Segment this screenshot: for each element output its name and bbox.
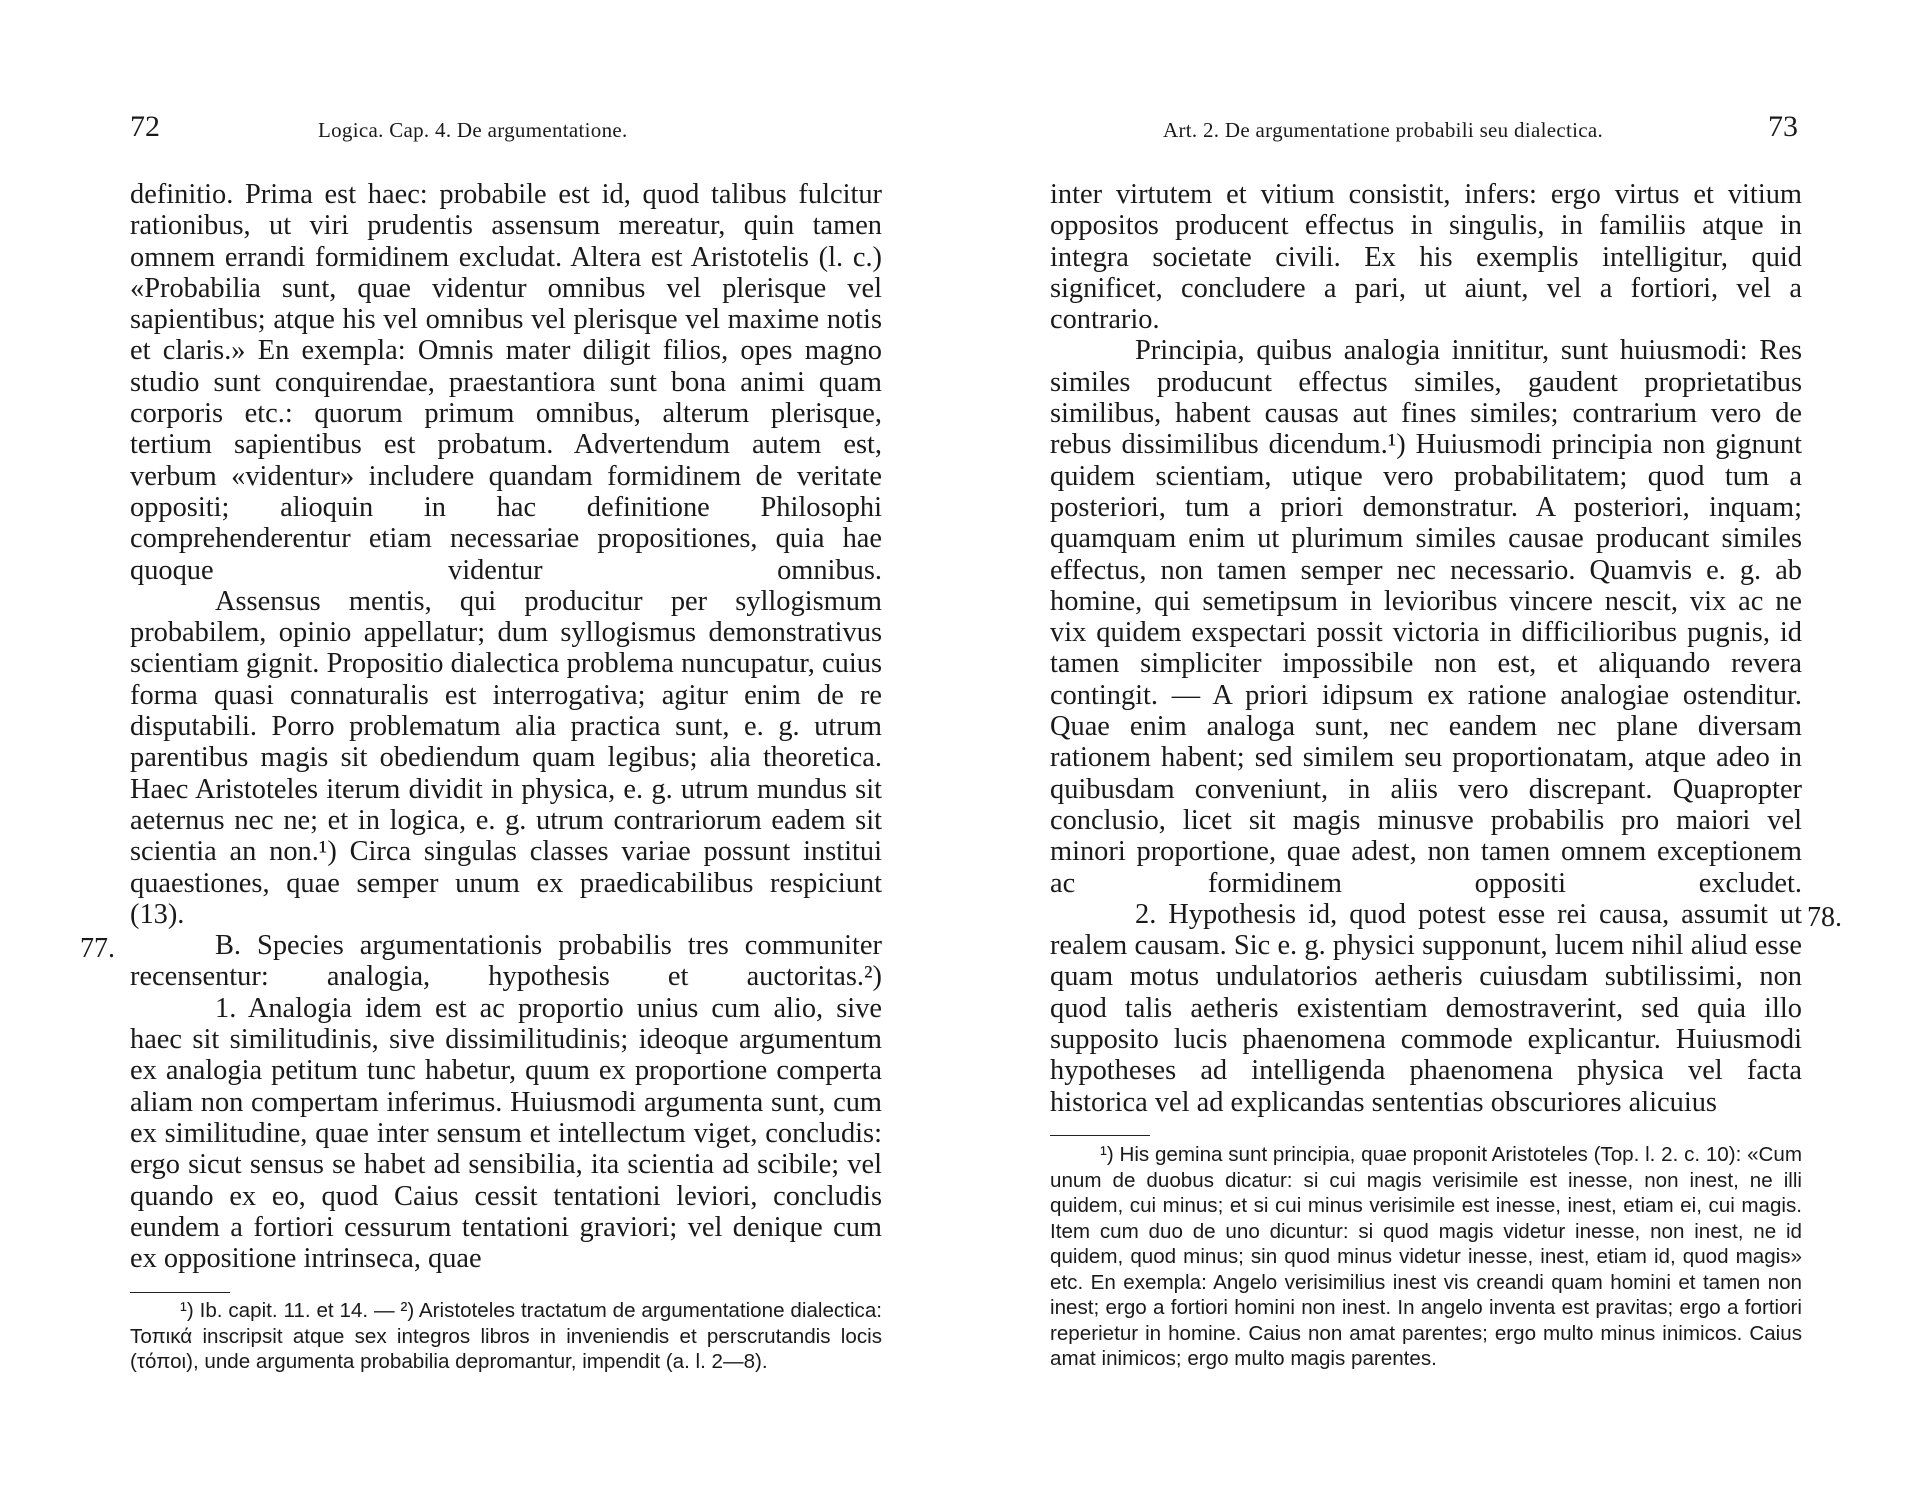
right-margin-number: 78. bbox=[1807, 902, 1842, 933]
right-footnote bbox=[1050, 1142, 1802, 1372]
left-body-text bbox=[130, 179, 882, 1274]
left-footnote-rule bbox=[130, 1292, 230, 1293]
right-footnote-rule bbox=[1050, 1135, 1150, 1136]
right-footnote-text: ¹) His gemina sunt principia, quae proponit Aristoteles (Top. l. 2. c. 10): «Cum unum de duobus dicatur: si cui magis verisimile est inesse, non inest, ne illi quidem, cui minus; et si cui minus verisimile est inesse, inest, etiam ei, cui magis. Item cum duo de uno dicuntur: si quod magis videtur inesse, non inest, ne id quidem, quod minus; sin quod minus videtur inesse, inest, etiam id, quod magis» etc. En exempla: Angelo verisimilius inest vis creandi quam homini et tamen non inest; ergo a fortiori homini non inest. In angelo inventa est pravitas; ergo a fortiori reperietur in homine. Caius non amat parentes; ergo multo minus inimicos. Caius amat inimicos; ergo multo magis parentes. bbox=[1050, 1143, 1802, 1370]
right-body-text bbox=[1050, 179, 1802, 1118]
left-paragraph-4: 1. Analogia idem est ac proportio unius cum alio, sive haec sit similitudinis, sive dissimilitudinis; ideoque argumentum ex analogia petitum tunc habetur, quum ex proportione comperta aliam non compertam inferimus. Huiusmodi argumenta sunt, cum ex similitudine, quae inter sensum et intellectum viget, concludis: ergo sicut sensus se habet ad sensibilia, ita scientia ad scibile; vel quando ex eo, quod Caius cessit tentationi leviori, concludis eundem a fortiori cessurum tentationi graviori; vel denique cum ex oppositione intrinseca, quae bbox=[130, 992, 882, 1275]
right-paragraph-2: Principia, quibus analogia innititur, sunt huiusmodi: Res similes producunt effectus similes, gaudent proprietatibus similibus, habent causas aut fines similes; contrarium vero de rebus dissimilibus dicendum.¹) Huiusmodi principia non gignunt quidem scientiam, utique vero probabilitatem; quod tum a posteriori, tum a priori demonstratur. A posteriori, inquam; quamquam enim ut plurimum similes causae producant similes effectus, non tamen semper nec necessario. Quamvis e. g. ab homine, qui semetipsum in levioribus vincere nescit, vix ac ne vix quidem exspectari possit victoria in difficilioribus pugnis, id tamen simpliciter impossibile non est, et aliquando revera contingit. — A priori idipsum ex ratione analogiae ostenditur. Quae enim analoga sunt, nec eandem nec plane diversam rationem habent; sed similem seu proportionatam, atque adeo in quibusdam conveniunt, in aliis vero discrepant. Quapropter conclusio, licet sit magis minusve probabilis pro maiori vel minori proportione, quae adest, non tamen omnem exceptionem ac formidinem oppositi excludet. bbox=[1050, 335, 1802, 899]
left-margin-number: 77. bbox=[80, 933, 115, 964]
right-paragraph-1: inter virtutem et vitium consistit, infers: ergo virtus et vitium oppositos producent effectus in singulis, in familiis atque in integra societate civili. Ex his exemplis intelligitur, quid significet, concludere a pari, ut aiunt, vel a fortiori, vel a contrario. bbox=[1050, 179, 1802, 336]
left-footnote bbox=[130, 1298, 882, 1375]
left-page-number: 72 bbox=[130, 110, 160, 143]
left-paragraph-1: definitio. Prima est haec: probabile est id, quod talibus fulcitur rationibus, ut viri prudentis assensum mereatur, quin tamen omnem errandi formidinem excludat. Altera est Aristotelis (l. c.) «Probabilia sunt, quae videntur omnibus vel plerisque vel sapientibus; atque his vel omnibus vel plerisque vel maxime notis et claris.» En exempla: Omnis mater diligit filios, opes magno studio sunt conquirendae, praestantiora sunt bona animi quam corporis etc.: quorum primum omnibus, alterum plerisque, tertium sapientibus est probatum. Advertendum autem est, verbum «videntur» includere quandam formidinem de veritate oppositi; alioquin in hac definitione Philosophi comprehenderentur etiam necessariae propositiones, quia hae quoque videntur omnibus. bbox=[130, 179, 882, 586]
left-running-head: Logica. Cap. 4. De argumentatione. bbox=[318, 118, 628, 142]
left-footnote-text: ¹) Ib. capit. 11. et 14. — ²) Aristoteles tractatum de argumentatione dialectica: Τοπικά inscripsit atque sex integros libros in inveniendis et perscrutandis locis (τόποι), unde argumenta probabilia depromantur, impendit (a. l. 2—8). bbox=[130, 1299, 882, 1373]
right-paragraph-3: 2. Hypothesis id, quod potest esse rei causa, assumit ut realem causam. Sic e. g. physici supponunt, lucem nihil aliud esse quam motus undulatorios aetheris cuiusdam subtilissimi, non quod talis aetheris existentiam demostraverint, sed quia illo supposito lucis phaenomena commode explicantur. Huiusmodi hypotheses ad intelligenda phaenomena physica vel facta historica vel ad explicandas sententias obscuriores alicuius bbox=[1050, 898, 1802, 1118]
left-paragraph-2: Assensus mentis, qui producitur per syllogismum probabilem, opinio appellatur; dum syllogismus demonstrativus scientiam gignit. Propositio dialectica problema nuncupatur, cuius forma quasi connaturalis est interrogativa; agitur enim de re disputabili. Porro problematum alia practica sunt, e. g. utrum parentibus magis sit obediendum quam legibus; alia theoretica. Haec Aristoteles iterum dividit in physica, e. g. utrum mundus sit aeternus nec ne; et in logica, e. g. utrum contrariorum eadem sit scientia an non.¹) Circa singulas classes variae possunt institui quaestiones, quae semper unum ex praedicabilibus respiciunt (13). bbox=[130, 585, 882, 930]
right-running-head: Art. 2. De argumentatione probabili seu dialectica. bbox=[1163, 118, 1604, 142]
left-paragraph-3: B. Species argumentationis probabilis tres communiter recensentur: analogia, hypothesis et auctoritas.²) bbox=[130, 930, 882, 993]
right-page-number: 73 bbox=[1768, 110, 1798, 143]
right-page bbox=[955, 0, 1910, 1500]
